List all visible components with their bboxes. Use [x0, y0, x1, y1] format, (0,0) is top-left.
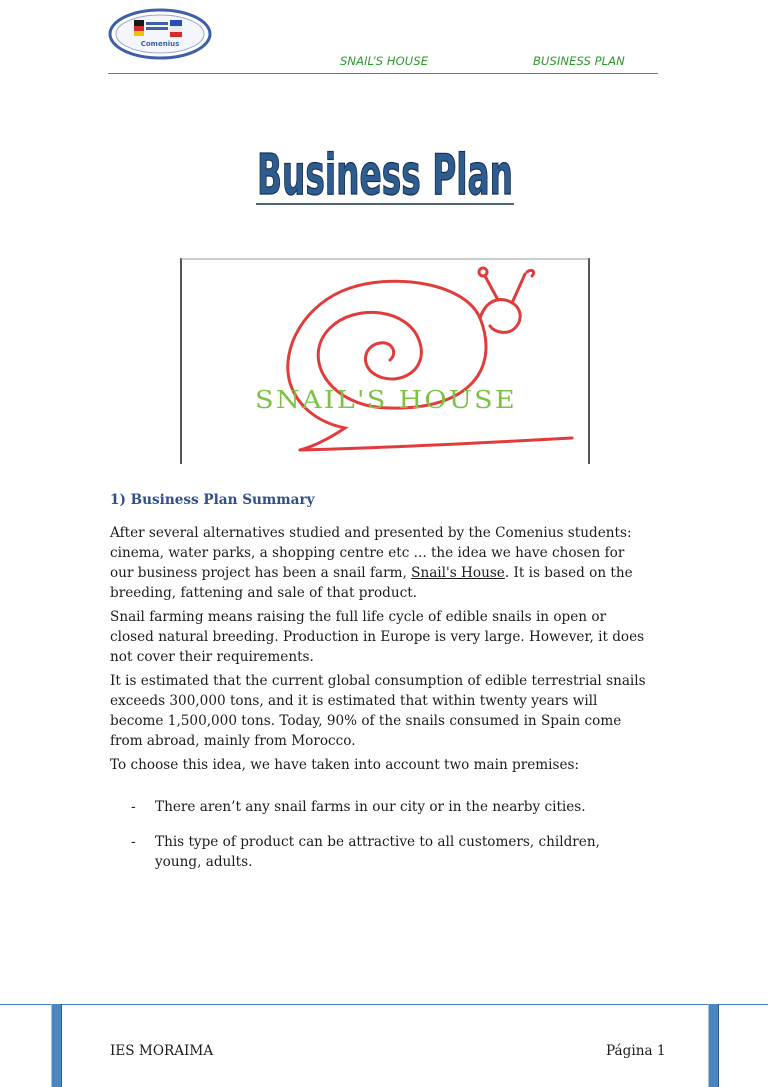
- footer-divider: [0, 1004, 768, 1005]
- footer-right-bar: [708, 1004, 719, 1087]
- list-item: [110, 832, 650, 872]
- footer-school-name: IES MORAIMA: [110, 1043, 214, 1059]
- list-item-text: This type of product can be attractive to all customers, children, young, adults.: [155, 834, 600, 870]
- comenius-logo: [108, 8, 212, 60]
- snail-house-logo-image: [180, 258, 592, 464]
- list-dash: -: [131, 799, 136, 815]
- snail-house-caption: SNAIL'S HOUSE: [255, 386, 517, 414]
- list-dash: -: [131, 834, 136, 850]
- logo-text: Comenius: [140, 40, 180, 48]
- snails-house-link[interactable]: Snail's House: [411, 565, 505, 581]
- footer-page-number: Página 1: [606, 1043, 666, 1059]
- page-title: [254, 138, 516, 208]
- paragraph-3: It is estimated that the current global consumption of edible terrestrial snails exceeds 300,000 tons, and it is estimated that within twenty years will become 1,500,000 tons. Today, 90% of the snails consumed in Spain come from abroad, mainly from Morocco.: [110, 673, 646, 749]
- page-title-text: Business Plan: [257, 143, 513, 208]
- list-item-text: There aren’t any snail farms in our city or in the nearby cities.: [155, 799, 586, 815]
- section-heading: 1) Business Plan Summary: [110, 492, 315, 508]
- paragraph-1: After several alternatives studied and presented by the Comenius students: cinema, water parks, a shopping centre etc ... the idea we have chosen for our business project has been a snail farm, Snail's House. It is based on the breeding, fattening and sale of that product.: [110, 525, 633, 601]
- header-divider: [108, 73, 658, 74]
- premises-list: [110, 797, 650, 872]
- header-right-title: BUSINESS PLAN: [533, 54, 625, 68]
- footer-left-bar: [51, 1004, 62, 1087]
- summary-section: [110, 490, 650, 887]
- paragraph-2: Snail farming means raising the full life cycle of edible snails in open or closed natural breeding. Production in Europe is very large. However, it does not cover their requirements.: [110, 609, 645, 665]
- paragraph-4: To choose this idea, we have taken into account two main premises:: [110, 757, 580, 773]
- list-item: [110, 797, 650, 817]
- header-left-title: SNAIL’S HOUSE: [340, 54, 429, 68]
